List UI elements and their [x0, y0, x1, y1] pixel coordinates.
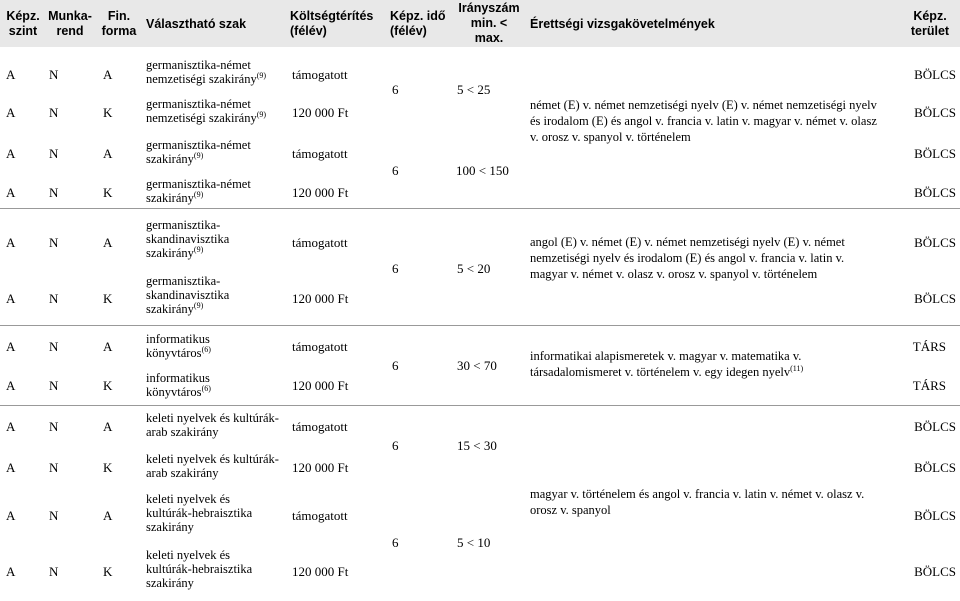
row-szak [146, 452, 282, 480]
row-forma: K [103, 460, 113, 475]
erettsegi-footnote: (11) [790, 363, 804, 373]
szak-name: germanisztika-német nemzetiségi szakirány [146, 58, 257, 86]
row-szint: A [6, 291, 16, 306]
row-munkarend: N [49, 185, 59, 200]
szak-footnote: (9) [256, 109, 267, 119]
szak-name: germanisztika-skandinavisztika szakirány [146, 274, 230, 316]
header-kepzesi-szint: Képz. szint [6, 9, 40, 38]
row-forma: K [103, 185, 113, 200]
szak-footnote: (9) [193, 244, 204, 254]
row-munkarend: N [49, 291, 59, 306]
header-erettsegi: Érettségi vizsgakövetelmények [530, 17, 715, 31]
row-forma: A [103, 67, 113, 82]
row-koltseg: 120 000 Ft [292, 291, 349, 306]
szak-name: keleti nyelvek és kultúrák-arab szakirány [146, 452, 279, 480]
row-terulet: BÖLCS [914, 419, 956, 434]
group-erettsegi: német (E) v. német nemzetiségi nyelv (E) v. német nemzetiségi nyelv és irodalom (E) és angol v. francia v. latin v. magyar v. német v. olasz v. orosz v. spanyol v. történelem [530, 98, 877, 144]
row-terulet: BÖLCS [914, 564, 956, 579]
row-forma: A [103, 339, 113, 354]
szak-name: germanisztika-német nemzetiségi szakirány [146, 97, 257, 125]
row-koltseg: 120 000 Ft [292, 460, 349, 475]
row-szak [146, 332, 246, 360]
row-munkarend: N [49, 419, 59, 434]
header-finansz-forma: Fin. forma [101, 9, 137, 38]
szak-name: germanisztika-német szakirány [146, 138, 251, 166]
szak-footnote: (9) [193, 150, 204, 160]
row-koltseg: támogatott [292, 419, 348, 434]
row-forma: A [103, 419, 113, 434]
szak-name: keleti nyelvek és kultúrák-hebraisztika szakirány [146, 492, 253, 534]
row-forma: K [103, 105, 113, 120]
group-iranyszam: 30 < 70 [457, 358, 497, 373]
row-szint: A [6, 146, 16, 161]
header-szak: Választható szak [146, 17, 247, 31]
row-forma: K [103, 291, 113, 306]
row-koltseg: 120 000 Ft [292, 378, 349, 393]
row-koltseg: támogatott [292, 339, 348, 354]
row-forma: A [103, 235, 113, 250]
group-iranyszam: 15 < 30 [457, 438, 497, 453]
row-terulet: BÖLCS [914, 67, 956, 82]
row-forma: K [103, 564, 113, 579]
header-kepzesi-terulet: Képz. terület [910, 9, 950, 38]
szak-name: informatikus könyvtáros [146, 371, 210, 399]
row-koltseg: támogatott [292, 508, 348, 523]
row-munkarend: N [49, 508, 59, 523]
szak-footnote: (6) [201, 383, 211, 393]
row-munkarend: N [49, 378, 59, 393]
group-erettsegi: angol (E) v. német (E) v. német nemzetiségi nyelv (E) v. német nemzetiségi nyelv és irodalom (E) és angol v. francia v. latin v. magyar v. német v. olasz v. orosz v. spanyol v. történelem [530, 235, 845, 281]
row-koltseg: támogatott [292, 146, 348, 161]
row-terulet: TÁRS [912, 378, 946, 393]
row-terulet: BÖLCS [914, 508, 956, 523]
group-erettsegi [530, 348, 880, 380]
row-szak [146, 371, 246, 399]
szak-footnote: (6) [201, 344, 211, 354]
header-kepzesi-ido: Képz. idő (félév) [390, 9, 446, 38]
row-terulet: BÖLCS [914, 185, 956, 200]
row-terulet: BÖLCS [914, 105, 956, 120]
row-szint: A [6, 67, 16, 82]
row-szint: A [6, 419, 16, 434]
szak-footnote: (9) [256, 70, 267, 80]
row-munkarend: N [49, 105, 59, 120]
row-koltseg: 120 000 Ft [292, 564, 349, 579]
row-koltseg: 120 000 Ft [292, 105, 349, 120]
szak-name: informatikus könyvtáros [146, 332, 210, 360]
row-szint: A [6, 339, 16, 354]
row-forma: A [103, 508, 113, 523]
row-szint: A [6, 508, 16, 523]
row-szint: A [6, 235, 16, 250]
row-szint: A [6, 564, 16, 579]
row-munkarend: N [49, 339, 59, 354]
row-munkarend: N [49, 146, 59, 161]
szak-name: germanisztika-német szakirány [146, 177, 251, 205]
szak-name: keleti nyelvek és kultúrák-hebraisztika szakirány [146, 548, 253, 590]
row-koltseg: támogatott [292, 235, 348, 250]
group-iranyszam: 5 < 25 [457, 82, 491, 97]
szak-name: germanisztika-skandinavisztika szakirány [146, 218, 230, 260]
row-szak [146, 58, 286, 86]
row-szak [146, 548, 272, 590]
row-szint: A [6, 378, 16, 393]
row-szak [146, 138, 286, 166]
row-terulet: BÖLCS [914, 460, 956, 475]
row-szint: A [6, 105, 16, 120]
group-kepzesi-ido: 6 [392, 82, 399, 97]
row-szint: A [6, 185, 16, 200]
group-iranyszam: 100 < 150 [456, 163, 509, 178]
group-divider [0, 405, 960, 406]
header-iranyszam: Irányszám min. < max. [458, 1, 520, 45]
row-szak [146, 411, 282, 439]
row-forma: A [103, 146, 113, 161]
row-szak [146, 177, 286, 205]
header-koltsegterites: Költségtérítés (félév) [290, 9, 374, 38]
group-kepzesi-ido: 6 [392, 535, 399, 550]
group-kepzesi-ido: 6 [392, 163, 399, 178]
group-iranyszam: 5 < 20 [457, 261, 491, 276]
row-terulet: BÖLCS [914, 291, 956, 306]
row-szak [146, 274, 266, 316]
header-munkarend: Munka- rend [48, 9, 92, 38]
group-kepzesi-ido: 6 [392, 261, 399, 276]
group-kepzesi-ido: 6 [392, 358, 399, 373]
row-terulet: BÖLCS [914, 146, 956, 161]
row-szint: A [6, 460, 16, 475]
row-terulet: BÖLCS [914, 235, 956, 250]
group-divider [0, 325, 960, 326]
row-koltseg: támogatott [292, 67, 348, 82]
row-munkarend: N [49, 235, 59, 250]
group-erettsegi: magyar v. történelem és angol v. francia v. latin v. német v. olasz v. orosz v. spanyol [530, 487, 865, 517]
erettsegi-text: informatikai alapismeretek v. magyar v. matematika v. társadalomismeret v. történelem v. egy idegen nyelv [530, 349, 802, 379]
szak-footnote: (9) [193, 300, 204, 310]
row-munkarend: N [49, 67, 59, 82]
row-szak [146, 218, 266, 260]
group-kepzesi-ido: 6 [392, 438, 399, 453]
group-iranyszam: 5 < 10 [457, 535, 491, 550]
row-munkarend: N [49, 460, 59, 475]
szak-name: keleti nyelvek és kultúrák-arab szakirány [146, 411, 279, 439]
row-munkarend: N [49, 564, 59, 579]
szak-footnote: (9) [193, 189, 204, 199]
row-forma: K [103, 378, 113, 393]
row-szak [146, 492, 272, 534]
row-szak [146, 97, 286, 125]
group-divider [0, 208, 960, 209]
row-koltseg: 120 000 Ft [292, 185, 349, 200]
row-terulet: TÁRS [912, 339, 946, 354]
